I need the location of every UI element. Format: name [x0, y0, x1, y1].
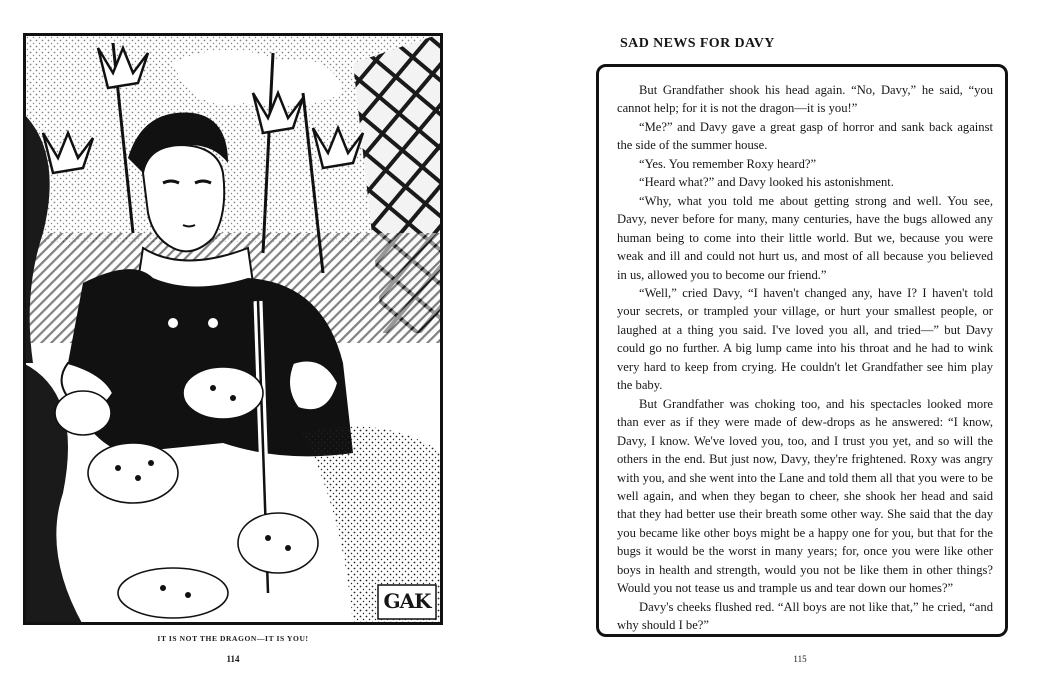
- page-text: [617, 81, 993, 637]
- illustration: [23, 33, 443, 625]
- paragraph: “Well,” cried Davy, “I haven't changed any, have I? I haven't told your secrets, or trampled your village, or hurt your smallest people, or laughed at a thing you said. I've loved you all, and tried—” but Davy could go no further. A big lump came into his throat and he had to wink very hard to keep from crying. He couldn't let Grandfather see him play the baby.: [617, 285, 993, 393]
- paragraph: But Grandfather was choking too, and his spectacles looked more than ever as if they were made of dew-drops as he answered: “I know, Davy, I know. We've loved you, too, and I trust you yet, and so will the others in the end. But just now, Davy, they're frightened. Roxy was angry with you, and she went into the Lane and told them all that you were to be well again, and when they began to cheer, she shook her head and said that they had better use their breath some other way. She said that the day you became like other boys might be a happy one for you, but that for the bugs it would be the worst in many years; for, once you were like other boys in health and strength, would you not be like them in other things? Would you not tease us and trample us and tear down our homes?”: [617, 396, 993, 596]
- page-number-right: 115: [793, 654, 807, 664]
- artist-monogram: GAK: [383, 589, 431, 613]
- illustration-caption: IT IS NOT THE DRAGON—IT IS YOU!: [157, 634, 309, 643]
- text-frame: [596, 64, 1008, 637]
- paragraph: But Grandfather shook his head again. “No, Davy,” he said, “you cannot help; for it is not the dragon—it is you!”: [617, 83, 993, 116]
- paragraph: “Heard what?” and Davy looked his astonishment.: [639, 175, 894, 190]
- running-head: SAD NEWS FOR DAVY: [620, 36, 775, 51]
- paragraph: “Me?” and Davy gave a great gasp of horror and sank back against the side of the summer house.: [617, 119, 993, 153]
- paragraph: “Why, what you told me about getting strong and well. You see, Davy, never before for many, many centuries, have the bugs allowed any human being to come into their little world. But we, because you were weak and ill and could not hurt us, and most of all because you believed in us, allowed you to become our friend.”: [617, 193, 993, 282]
- page-number-left: 114: [226, 654, 240, 664]
- paragraph: “Yes. You remember Roxy heard?”: [639, 156, 817, 171]
- paragraph: Davy's cheeks flushed red. “All boys are not like that,” he cried, “and why should I be?”: [617, 599, 993, 633]
- paragraph: [617, 635, 993, 637]
